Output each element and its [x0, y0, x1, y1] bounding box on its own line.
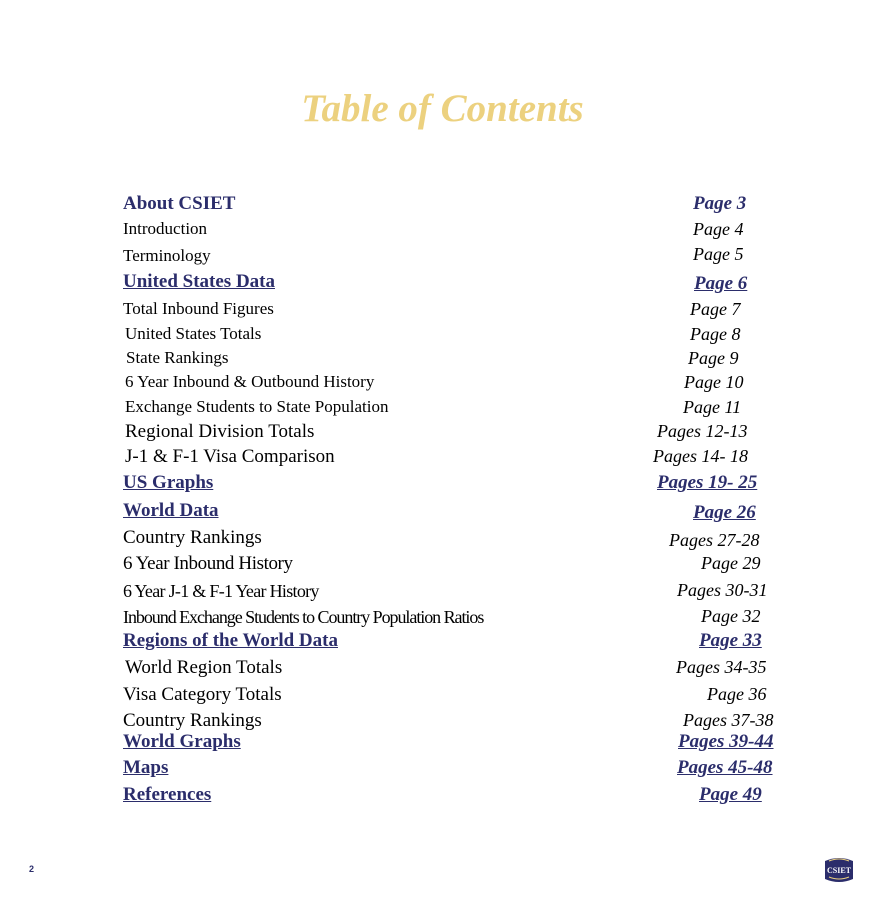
toc-page: Pages 39-44 [678, 731, 774, 752]
page-number: 2 [29, 864, 35, 874]
toc-entry-world-graphs[interactable] [0, 731, 885, 755]
toc-entry-about-csiet[interactable] [0, 193, 885, 217]
toc-entry-introduction[interactable] [0, 219, 885, 243]
toc-label: World Graphs [123, 731, 241, 752]
toc-label: 6 Year J-1 & F-1 Year History [123, 581, 319, 601]
toc-page: Page 32 [701, 606, 761, 626]
toc-page: Page 33 [699, 630, 762, 651]
toc-entry-regions-of-the-world-data[interactable] [0, 630, 885, 654]
toc-entry-exchange-students-to-state-population[interactable] [0, 397, 885, 421]
toc-entry-visa-category-totals[interactable] [0, 684, 885, 708]
toc-page: Pages 12-13 [657, 421, 748, 441]
toc-label: World Data [123, 500, 219, 521]
toc-label: Country Rankings [123, 710, 262, 731]
toc-page: Page 7 [690, 299, 741, 319]
logo-text: CSIET [826, 866, 852, 875]
toc-label: 6 Year Inbound History [123, 553, 293, 574]
toc-page: Page 29 [701, 553, 761, 573]
toc-page: Page 3 [693, 193, 747, 214]
toc-page: Page 4 [693, 219, 744, 239]
toc-entry-world-region-totals[interactable] [0, 657, 885, 681]
toc-page: Pages 14- 18 [653, 446, 748, 466]
toc-entry-world-data[interactable] [0, 500, 885, 524]
toc-label: Country Rankings [123, 527, 262, 548]
toc-page: Pages 30-31 [677, 580, 768, 600]
toc-entry-us-graphs[interactable] [0, 472, 885, 496]
toc-page: Page 10 [684, 372, 744, 392]
toc-label: United States Totals [125, 324, 262, 343]
toc-page: Page 9 [688, 348, 739, 368]
toc-entry-united-states-data[interactable] [0, 271, 885, 295]
toc-page: Pages 19- 25 [657, 472, 758, 493]
toc-label: 6 Year Inbound & Outbound History [125, 372, 375, 391]
toc-label: Terminology [123, 246, 211, 265]
toc-page: Page 36 [707, 684, 767, 704]
toc-entry-united-states-totals[interactable] [0, 324, 885, 348]
toc-page: Page 6 [694, 273, 748, 294]
toc-label: Regional Division Totals [125, 421, 315, 442]
toc-entry-references[interactable] [0, 784, 885, 808]
toc-label: References [123, 784, 212, 805]
toc-label: Total Inbound Figures [123, 299, 274, 318]
toc-page: Page 5 [693, 244, 744, 264]
toc-entry-maps[interactable] [0, 757, 885, 781]
toc-entry-total-inbound-figures[interactable] [0, 299, 885, 323]
toc-label: Visa Category Totals [123, 684, 282, 705]
csiet-logo [823, 855, 855, 885]
toc-entry-j1-f1-visa-comparison[interactable] [0, 446, 885, 470]
toc-page: Page 49 [699, 784, 762, 805]
toc-label: J-1 & F-1 Visa Comparison [125, 446, 335, 467]
toc-entry-terminology[interactable] [0, 244, 885, 268]
toc-page: Pages 45-48 [677, 757, 773, 778]
toc-entry-6-year-inbound-history[interactable] [0, 553, 885, 577]
toc-entry-state-rankings[interactable] [0, 348, 885, 372]
toc-label: Introduction [123, 219, 208, 238]
toc-page: Page 26 [693, 502, 756, 523]
page-title: Table of Contents [301, 87, 584, 130]
toc-entry-6-year-j1-f1-history[interactable] [0, 580, 885, 604]
toc-label: World Region Totals [125, 657, 283, 678]
toc-entry-6-year-inbound-outbound-history[interactable] [0, 372, 885, 396]
toc-page: Page 11 [683, 397, 742, 417]
toc-label: US Graphs [123, 472, 214, 493]
toc-label: Inbound Exchange Students to Country Population Ratios [123, 607, 484, 627]
toc-label: Maps [123, 757, 169, 778]
toc-label: About CSIET [123, 193, 236, 214]
toc-label: State Rankings [126, 348, 229, 367]
toc-page: Pages 37-38 [683, 710, 774, 730]
toc-entry-country-rankings[interactable] [0, 527, 885, 551]
toc-label: Exchange Students to State Population [125, 397, 389, 416]
toc-entry-country-population-ratios[interactable] [0, 606, 885, 630]
toc-label: United States Data [123, 271, 275, 292]
toc-label: Regions of the World Data [123, 630, 338, 651]
toc-page: Pages 34-35 [676, 657, 767, 677]
toc-page: Page 8 [690, 324, 741, 344]
toc-entry-regional-division-totals[interactable] [0, 421, 885, 445]
toc-page: Pages 27-28 [669, 530, 760, 550]
